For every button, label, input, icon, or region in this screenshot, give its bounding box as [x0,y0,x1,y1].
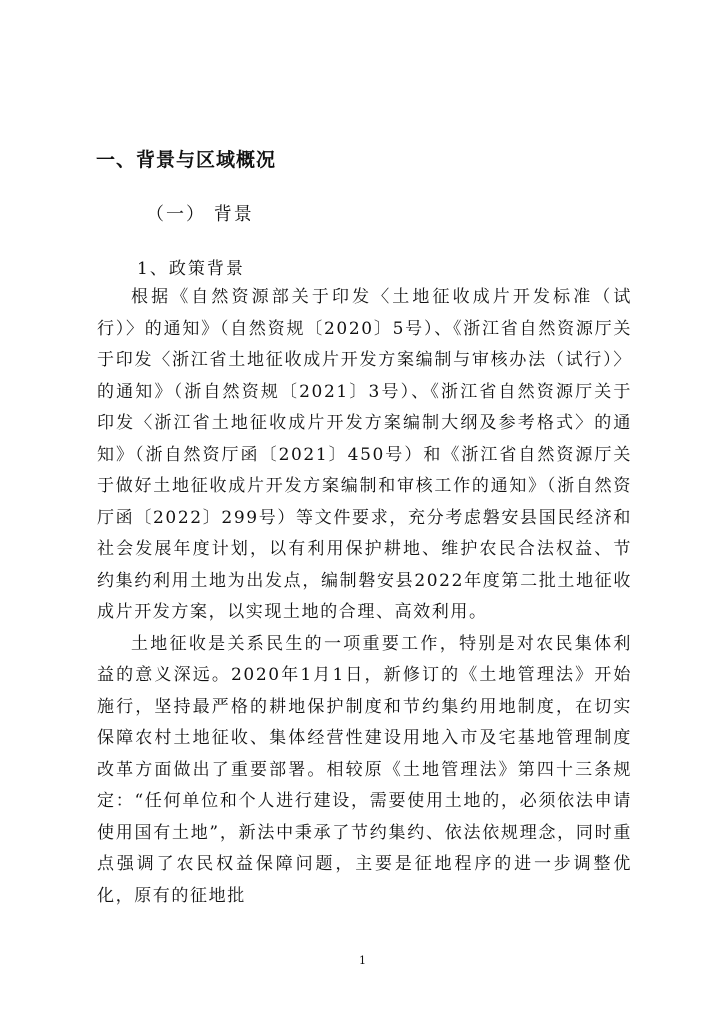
body-text [97,282,632,912]
sub-subsection-heading: 1、政策背景 [137,259,245,279]
paragraph-land-acquisition: 土地征收是关系民生的一项重要工作，特别是对农民集体利益的意义深远。2020年1月1日，新修订的《土地管理法》开始施行，坚持最严格的耕地保护制度和节约集约用地制度，在切实保障农村土地征收、集体经营性建设用地入市及宅基地管理制度改革方面做出了重要部署。相较原《土地管理法》第四十三条规定：“任何单位和个人进行建设，需要使用土地的，必须依法申请使用国有土地”，新法中秉承了节约集约、依法依规理念，同时重点强调了农民权益保障问题，主要是征地程序的进一步调整优化，原有的征地批 [97,633,632,906]
page-number: 1 [359,954,366,967]
paragraph-policy-basis: 根据《自然资源部关于印发〈土地征收成片开发标准（试行）〉的通知》（自然资规〔2020〕5号）、《浙江省自然资源厅关于印发〈浙江省土地征收成片开发方案编制与审核办法（试行）〉的通知》（浙自然资规〔2021〕3号）、《浙江省自然资源厅关于印发〈浙江省土地征收成片开发方案编制大纲及参考格式〉的通知》（浙自然资厅函〔2021〕450号）和《浙江省自然资源厅关于做好土地征收成片开发方案编制和审核工作的通知》（浙自然资厅函〔2022〕299号）等文件要求，充分考虑磐安县国民经济和社会发展年度计划，以有利用保护耕地、维护农民合法权益、节约集约利用土地为出发点，编制磐安县2022年度第二批土地征收成片开发方案，以实现土地的合理、高效利用。 [97,287,632,622]
subsection-heading: （一） 背景 [146,204,254,225]
section-heading: 一、背景与区域概况 [96,149,277,171]
